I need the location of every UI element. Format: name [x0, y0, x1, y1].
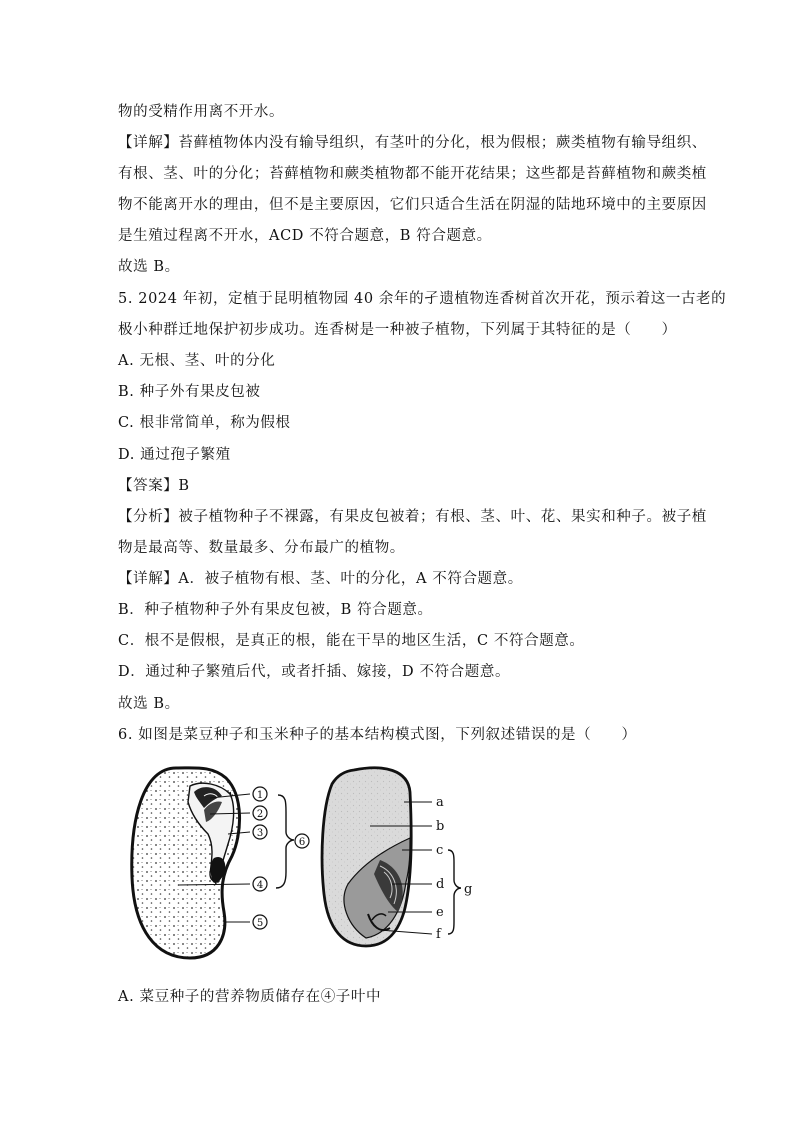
label-circle-1	[253, 787, 267, 801]
option-d: D. 通过孢子繁殖	[118, 447, 231, 463]
question-5-stem: 极小种群迁地保护初步成功。连香树是一种被子植物，下列属于其特征的是（ ）	[118, 322, 677, 338]
question-6-option-a: A. 菜豆种子的营养物质储存在④子叶中	[118, 989, 382, 1005]
svg-text:1: 1	[256, 790, 264, 801]
label-circle-4	[253, 877, 267, 891]
svg-text:6: 6	[298, 837, 306, 848]
svg-text:2: 2	[256, 809, 264, 820]
svg-text:5: 5	[256, 918, 264, 929]
question-5-stem: 5. 2024 年初，定植于昆明植物园 40 余年的孑遗植物连香树首次开花，预示着这一古老的	[118, 291, 727, 307]
label-c: c	[436, 843, 444, 858]
label-f: f	[436, 927, 441, 942]
corn-seed-drawing	[322, 768, 472, 946]
label-d: d	[436, 877, 445, 892]
option-a: A. 无根、茎、叶的分化	[118, 353, 276, 369]
analysis: 物是最高等、数量最多、分布最广的植物。	[118, 540, 405, 556]
answer: 【答案】B	[118, 478, 190, 494]
text-line: 有根、茎、叶的分化；苔藓植物和蕨类植物都不能开花结果；这些都是苔藓植物和蕨类植	[118, 166, 707, 182]
label-e: e	[436, 905, 444, 920]
svg-text:3: 3	[256, 828, 264, 839]
label-a: a	[436, 795, 444, 810]
label-b: b	[436, 819, 445, 834]
explanation: C．根不是假根，是真正的根，能在干旱的地区生活，C 不符合题意。	[118, 633, 585, 649]
bean-seed-drawing	[132, 768, 309, 958]
explanation: B．种子植物种子外有果皮包被，B 符合题意。	[118, 602, 433, 618]
explanation: D．通过种子繁殖后代，或者扦插、嫁接，D 不符合题意。	[118, 664, 511, 680]
label-circle-2	[253, 806, 267, 820]
svg-text:4: 4	[256, 880, 264, 891]
text-line: 物的受精作用离不开水。	[118, 104, 285, 120]
label-circle-3	[253, 825, 267, 839]
option-b: B. 种子外有果皮包被	[118, 384, 261, 400]
text-line: 物不能离开水的理由，但不是主要原因，它们只适合生活在阴湿的陆地环境中的主要原因	[118, 197, 707, 213]
text-line: 【详解】苔藓植物体内没有输导组织，有茎叶的分化，根为假根；蕨类植物有输导组织、	[118, 135, 707, 151]
option-c: C. 根非常简单，称为假根	[118, 415, 291, 431]
analysis: 【分析】被子植物种子不裸露，有果皮包被着；有根、茎、叶、花、果实和种子。被子植	[118, 509, 707, 525]
seed-structure-figure	[118, 762, 490, 967]
conclusion: 故选 B。	[118, 696, 180, 712]
text-line: 故选 B。	[118, 259, 180, 275]
label-circle-5	[253, 915, 267, 929]
text-line: 是生殖过程离不开水，ACD 不符合题意，B 符合题意。	[118, 228, 492, 244]
question-6-stem: 6. 如图是菜豆种子和玉米种子的基本结构模式图，下列叙述错误的是（ ）	[118, 727, 637, 743]
label-circle-6	[295, 834, 309, 848]
explanation: 【详解】A．被子植物有根、茎、叶的分化，A 不符合题意。	[118, 571, 523, 587]
label-g: g	[464, 882, 473, 897]
